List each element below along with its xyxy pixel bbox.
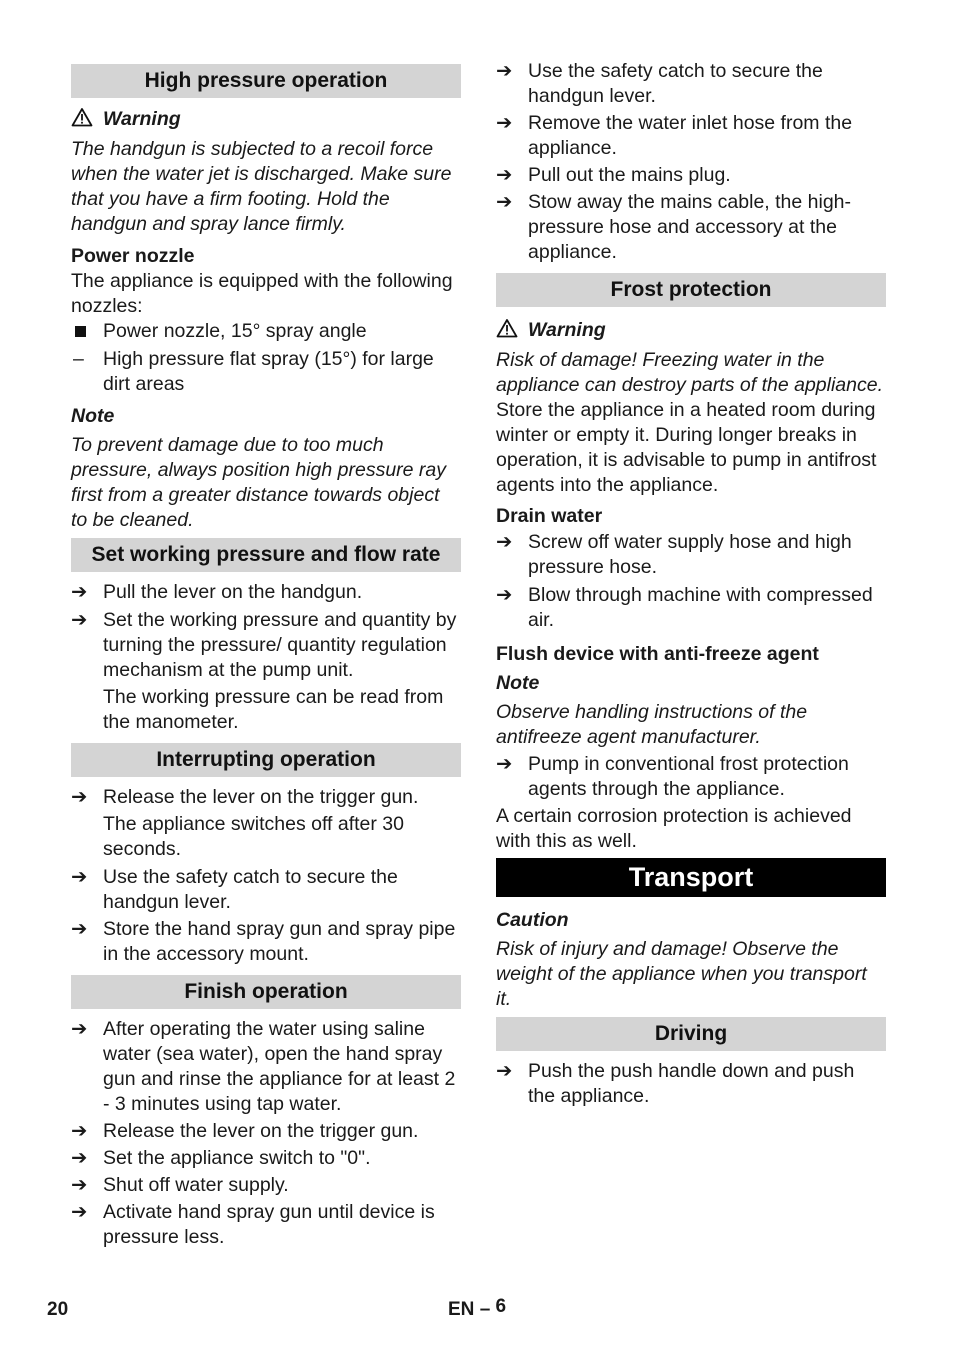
footer-lang: EN [448,1299,475,1320]
nozzle-sub-text: High pressure flat spray (15°) for large dirt areas [103,348,434,395]
chapter-heading-transport: Transport [496,858,886,897]
warning-triangle-icon [496,318,520,345]
step-text: Activate hand spray gun until device is pressure less. [103,1201,435,1248]
step-text: Set the appliance switch to "0". [103,1147,371,1169]
arrow-right-icon: ➔ [71,1174,88,1196]
arrow-right-icon: ➔ [71,1120,88,1142]
footer-dash: – [479,1299,491,1320]
step-result-text: The appliance switches off after 30 seconds. [103,813,404,860]
step-text: Shut off water supply. [103,1174,289,1196]
step-item [496,111,886,161]
arrow-right-icon: ➔ [496,753,513,775]
step-text: Screw off water supply hose and high pressure hose. [528,531,852,578]
frost-warning-block [496,318,886,498]
flush-block [496,642,886,854]
step-result-text: The working pressure can be read from the manometer. [103,686,444,733]
caution-block [496,908,886,1012]
nozzle-intro-text: The appliance is equipped with the following nozzles: [71,270,453,317]
step-item [496,190,886,265]
caution-label: Caution [496,909,569,931]
step-item [496,752,886,802]
dash-bullet-icon: – [73,348,84,370]
step-item [71,1200,461,1250]
warning-triangle-icon [71,107,95,134]
power-nozzle-heading: Power nozzle [71,245,195,267]
step-text: Pull out the mains plug. [528,164,731,186]
arrow-right-icon: ➔ [496,1060,513,1082]
step-item [496,583,886,633]
step-text: Use the safety catch to secure the handgun lever. [528,60,823,107]
step-item [71,865,461,915]
working-pressure-steps [71,580,461,735]
warning-block [71,107,461,237]
frost-body-text: Store the appliance in a heated room during winter or empty it. During longer breaks in operation, it is advisable to pump in antifrost agents into the appliance. [496,399,877,496]
arrow-right-icon: ➔ [71,609,88,631]
step-text: Push the push handle down and push the appliance. [528,1060,855,1107]
arrow-right-icon: ➔ [71,581,88,603]
note-text: To prevent damage due to too much pressure, always position high pressure ray first from a greater distance towards object to be cleaned. [71,434,447,531]
flush-result-text: A certain corrosion protection is achieved with this as well. [496,805,852,852]
footer-section-ref [448,1296,507,1321]
warning-text: Risk of damage! Freezing water in the appliance can destroy parts of the appliance. [496,349,884,396]
nozzle-sub-item [71,347,461,397]
power-nozzle-block [71,244,461,397]
warning-text: The handgun is subjected to a recoil force when the water jet is discharged. Make sure that you have a firm footing. Hold the handgun and spray lance firmly. [71,138,452,235]
arrow-right-icon: ➔ [496,584,513,606]
step-text: Release the lever on the trigger gun. [103,1120,419,1142]
step-text: Store the hand spray gun and spray pipe in the accessory mount. [103,918,456,965]
step-item [71,608,461,683]
step-item [496,163,886,188]
step-text: Pull the lever on the handgun. [103,581,363,603]
square-bullet-icon [75,326,86,337]
arrow-right-icon: ➔ [71,866,88,888]
nozzle-list-item [71,319,461,344]
page-number: 20 [47,1299,69,1320]
warning-label: Warning [528,319,606,341]
arrow-right-icon: ➔ [496,531,513,553]
arrow-right-icon: ➔ [71,786,88,808]
note-label: Note [496,672,540,694]
section-heading-frost: Frost protection [496,273,886,307]
step-item [71,1173,461,1198]
note-block [71,404,461,533]
step-text: Blow through machine with compressed air. [528,584,873,631]
section-heading-working-pressure: Set working pressure and flow rate [71,538,461,572]
step-item [496,1059,886,1109]
arrow-right-icon: ➔ [71,1201,88,1223]
section-heading-finish: Finish operation [71,975,461,1009]
step-text: Remove the water inlet hose from the appliance. [528,112,853,159]
step-text: Stow away the mains cable, the high-pressure hose and accessory at the appliance. [528,191,852,263]
driving-steps [496,1059,886,1109]
drain-water-heading: Drain water [496,505,603,527]
step-item [71,917,461,967]
arrow-right-icon: ➔ [496,191,513,213]
step-item [496,530,886,580]
note-text: Observe handling instructions of the antifreeze agent manufacturer. [496,701,808,748]
step-text: Set the working pressure and quantity by turning the pressure/ quantity regulation mechanism at the pump unit. [103,609,457,681]
arrow-right-icon: ➔ [71,1147,88,1169]
step-text: Pump in conventional frost protection agents through the appliance. [528,753,849,800]
arrow-right-icon: ➔ [71,918,88,940]
step-item [71,1017,461,1117]
drain-water-block [496,504,886,633]
step-text: After operating the water using saline water (sea water), open the hand spray gun and rinse the appliance for at least 2 - 3 minutes using tap water. [103,1018,456,1115]
arrow-right-icon: ➔ [496,112,513,134]
step-item [71,1146,461,1171]
arrow-right-icon: ➔ [496,60,513,82]
step-text: Release the lever on the trigger gun. [103,786,419,808]
step-item [71,1119,461,1144]
step-item [496,59,886,109]
section-heading-high-pressure: High pressure operation [71,64,461,98]
interrupting-steps [71,785,461,967]
warning-label: Warning [103,108,181,130]
section-heading-driving: Driving [496,1017,886,1051]
flush-heading: Flush device with anti-freeze agent [496,643,819,665]
finish-steps-continued [496,59,886,265]
nozzle-item-text: Power nozzle, 15° spray angle [103,320,367,342]
section-heading-interrupting: Interrupting operation [71,743,461,777]
footer-section-page: 6 [495,1296,507,1317]
note-label: Note [71,405,115,427]
finish-steps [71,1017,461,1250]
caution-text: Risk of injury and damage! Observe the weight of the appliance when you transport it. [496,938,867,1010]
step-text: Use the safety catch to secure the handgun lever. [103,866,398,913]
arrow-right-icon: ➔ [496,164,513,186]
step-item [71,580,461,605]
step-item [71,785,461,810]
arrow-right-icon: ➔ [71,1018,88,1040]
